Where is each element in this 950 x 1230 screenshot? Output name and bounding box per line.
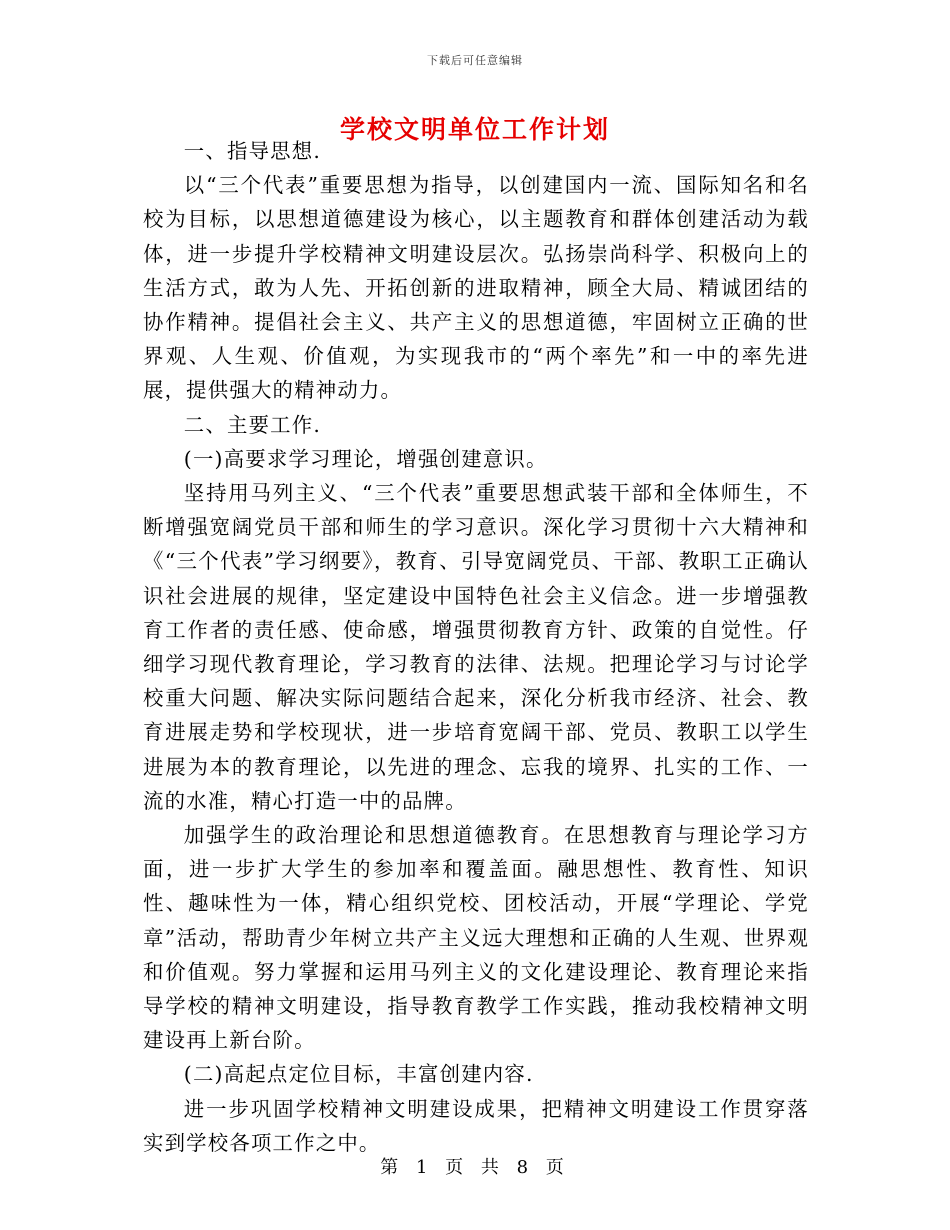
document-title: 学校文明单位工作计划	[339, 115, 610, 144]
section-heading: 二、主要工作.	[183, 412, 322, 437]
paragraph: 以“三个代表”重要思想为指导，以创建国内一流、国际知名和名校为目标，以思想道德建设为核心，以主题教育和群体创建活动为载体，进一步提升学校精神文明建设层次。弘扬崇尚科学、积极向上的生活方式，敢为人先、开拓创新的进取精神，顾全大局、精诚团结的协作精神。提倡社会主义、共产主义的思想道德，牢固树立正确的世界观、人生观、价值观，为实现我市的“两个率先”和一中的率先进展，提供强大的精神动力。	[143, 173, 809, 403]
paragraph: 加强学生的政治理论和思想道德教育。在思想教育与理论学习方面，进一步扩大学生的参加率和覆盖面。融思想性、教育性、知识性、趣味性为一体，精心组织党校、团校活动，开展“学理论、学党章”活动，帮助青少年树立共产主义远大理想和正确的人生观、世界观和价值观。努力掌握和运用马列主义的文化建设理论、教育理论来指导学校的精神文明建设，指导教育教学工作实践，推动我校精神文明建设再上新台阶。	[143, 823, 809, 1053]
section-heading: 一、指导思想.	[183, 139, 322, 163]
paragraph: 坚持用马列主义、“三个代表”重要思想武装干部和全体师生，不断增强宽阔党员干部和师生的学习意识。深化学习贯彻十六大精神和《“三个代表”学习纲要》，教育、引导宽阔党员、干部、教职工正确认识社会进展的规律，坚定建设中国特色社会主义信念。进一步增强教育工作者的责任感、使命感，增强贯彻教育方针、政策的自觉性。仔细学习现代教育理论，学习教育的法律、法规。把理论学习与讨论学校重大问题、解决实际问题结合起来，深化分析我市经济、社会、教育进展走势和学校现状，进一步培育宽阔干部、党员、教职工以学生进展为本的教育理论，以先进的理念、忘我的境界、扎实的工作、一流的水准，精心打造一中的品牌。	[143, 481, 809, 813]
paragraph: 进一步巩固学校精神文明建设成果，把精神文明建设工作贯穿落实到学校各项工作之中。	[143, 1096, 809, 1155]
subsection-heading: (一)高要求学习理论，增强创建意识。	[183, 446, 548, 471]
document-body	[143, 134, 809, 1160]
page-header: 下载后可任意编辑	[427, 54, 523, 67]
page-footer: 第 1 页 共 8 页	[380, 1157, 570, 1178]
subsection-heading: (二)高起点定位目标，丰富创建内容.	[183, 1062, 534, 1087]
